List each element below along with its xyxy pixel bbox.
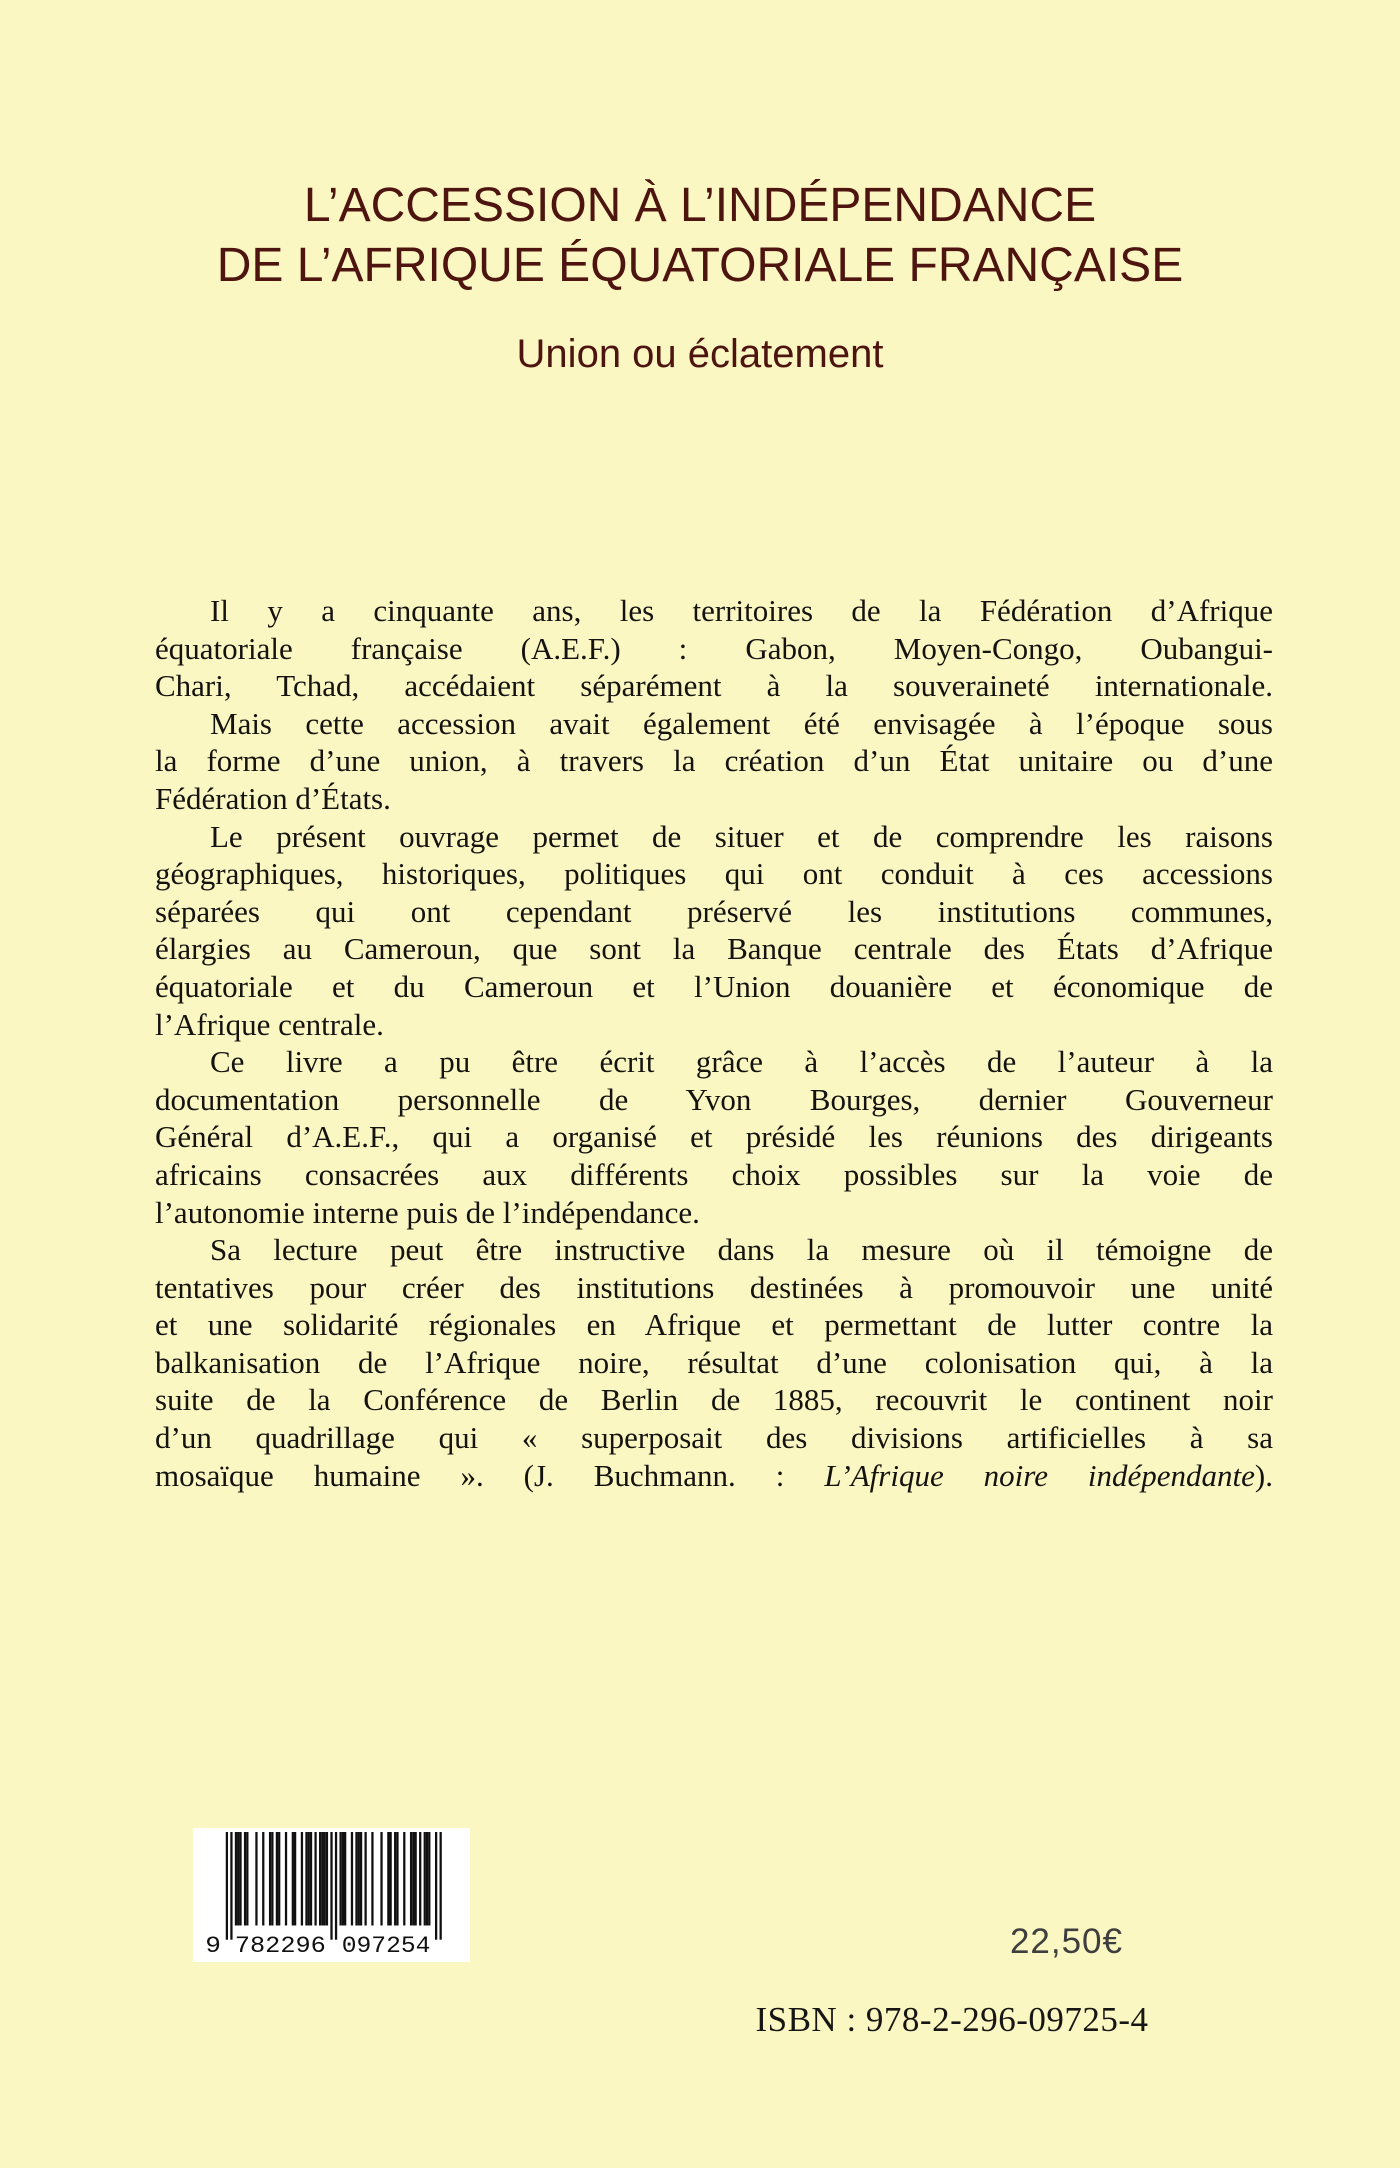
barcode-svg bbox=[203, 1832, 460, 1958]
body-segment: tentatives pour créer des institutions destinées à promouvoir une unité bbox=[155, 1269, 1273, 1305]
svg-text:097254: 097254 bbox=[341, 1933, 431, 1958]
body-line bbox=[155, 705, 1273, 743]
body-line bbox=[155, 1194, 1273, 1232]
book-title-line1: L’ACCESSION À L’INDÉPENDANCE bbox=[303, 179, 1097, 232]
isbn-label: ISBN : 978-2-296-09725-4 bbox=[755, 2000, 1149, 2039]
body-segment: l’autonomie interne puis de l’indépendance. bbox=[155, 1194, 700, 1230]
body-segment: Le présent ouvrage permet de situer et de comprendre les raisons bbox=[210, 818, 1273, 854]
body-segment: mosaïque humaine ». (J. Buchmann. : bbox=[155, 1457, 825, 1493]
body-line bbox=[155, 1156, 1273, 1194]
body-line bbox=[155, 1269, 1273, 1307]
body-segment: Mais cette accession avait également été envisagée à l’époque sous bbox=[210, 705, 1273, 741]
body-segment-italic: L’Afrique noire indépendante bbox=[824, 1457, 1255, 1493]
body-line bbox=[155, 1381, 1273, 1419]
body-segment: Fédération d’États. bbox=[155, 780, 391, 816]
body-segment: élargies au Cameroun, que sont la Banque centrale des États d’Afrique bbox=[155, 931, 1273, 967]
paragraph bbox=[155, 705, 1273, 818]
body-segment: Général d’A.E.F., qui a organisé et présidé les réunions des dirigeants bbox=[155, 1119, 1273, 1155]
barcode-label bbox=[193, 1828, 470, 1962]
body-segment: géographiques, historiques, politiques qui ont conduit à ces accessions bbox=[155, 856, 1273, 892]
price-label: 22,50€ bbox=[1009, 1922, 1123, 1961]
body-line bbox=[155, 592, 1273, 630]
body-segment: africains consacrées aux différents choix possibles sur la voie de bbox=[155, 1156, 1273, 1192]
book-title-line2: DE L’AFRIQUE ÉQUATORIALE FRANÇAISE bbox=[216, 239, 1184, 292]
body-line bbox=[155, 1306, 1273, 1344]
body-line bbox=[155, 818, 1273, 856]
body-line bbox=[155, 1118, 1273, 1156]
body-segment: l’Afrique centrale. bbox=[155, 1006, 384, 1042]
body-segment: suite de la Conférence de Berlin de 1885, recouvrit le continent noir bbox=[155, 1382, 1273, 1418]
body-line bbox=[155, 1419, 1273, 1457]
svg-text:9: 9 bbox=[205, 1933, 221, 1958]
body-segment: ). bbox=[1254, 1457, 1273, 1493]
paragraph bbox=[155, 592, 1273, 705]
body-line bbox=[155, 630, 1273, 668]
body-segment: balkanisation de l’Afrique noire, résultat d’une colonisation qui, à la bbox=[155, 1344, 1273, 1380]
body-line bbox=[155, 893, 1273, 931]
body-segment: documentation personnelle de Yvon Bourges, dernier Gouverneur bbox=[155, 1081, 1273, 1117]
body-segment: la forme d’une union, à travers la création d’un État unitaire ou d’une bbox=[155, 743, 1273, 779]
svg-text:782296: 782296 bbox=[234, 1933, 326, 1958]
book-subtitle: Union ou éclatement bbox=[516, 332, 884, 376]
body-line bbox=[155, 1081, 1273, 1119]
body-text bbox=[155, 592, 1273, 1494]
body-segment: Il y a cinquante ans, les territoires de la Fédération d’Afrique bbox=[210, 593, 1273, 628]
body-line bbox=[155, 930, 1273, 968]
body-line bbox=[155, 1006, 1273, 1044]
body-segment: d’un quadrillage qui « superposait des divisions artificielles à sa bbox=[155, 1420, 1273, 1456]
body-segment: et une solidarité régionales en Afrique et permettant de lutter contre la bbox=[155, 1307, 1273, 1343]
body-line bbox=[155, 968, 1273, 1006]
body-line bbox=[155, 1344, 1273, 1382]
body-segment: Ce livre a pu être écrit grâce à l’accès de l’auteur à la bbox=[210, 1044, 1273, 1080]
body-line bbox=[155, 780, 1273, 818]
paragraph bbox=[155, 1043, 1273, 1231]
body-line bbox=[155, 742, 1273, 780]
book-title bbox=[0, 176, 1400, 296]
paragraph bbox=[155, 1231, 1273, 1494]
body-line bbox=[155, 667, 1273, 705]
body-segment: séparées qui ont cependant préservé les institutions communes, bbox=[155, 893, 1273, 929]
body-line bbox=[155, 1043, 1273, 1081]
body-segment: équatoriale et du Cameroun et l’Union douanière et économique de bbox=[155, 968, 1273, 1004]
body-line bbox=[155, 855, 1273, 893]
body-line bbox=[155, 1231, 1273, 1269]
body-segment: Sa lecture peut être instructive dans la mesure où il témoigne de bbox=[210, 1232, 1273, 1268]
paragraph bbox=[155, 818, 1273, 1044]
body-segment: équatoriale française (A.E.F.) : Gabon, Moyen-Congo, Oubangui- bbox=[155, 630, 1273, 666]
body-segment: Chari, Tchad, accédaient séparément à la souveraineté internationale. bbox=[155, 668, 1273, 704]
body-line bbox=[155, 1457, 1273, 1495]
